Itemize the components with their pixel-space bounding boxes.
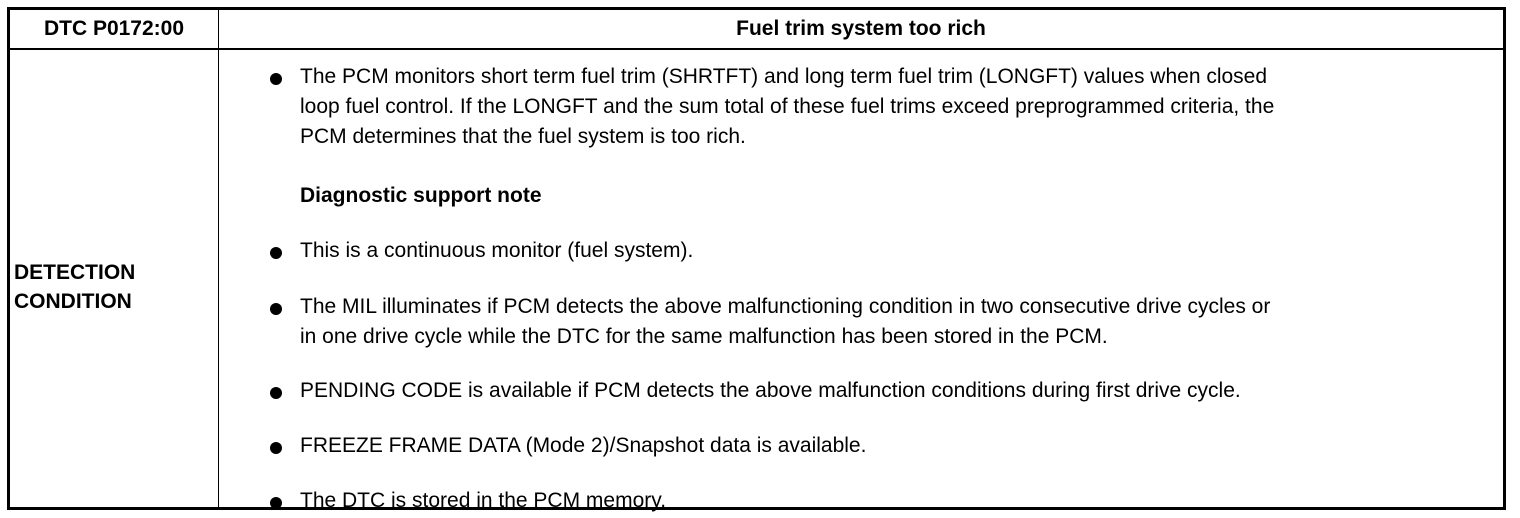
text-line: The PCM monitors short term fuel trim (SHRTFT) and long term fuel trim (LONGFT) values when closed <box>300 65 1268 88</box>
list-item-text <box>300 486 1483 516</box>
list-item <box>219 62 1493 154</box>
bullet-icon <box>270 497 282 509</box>
bullet-icon <box>270 442 282 454</box>
detection-condition-label <box>14 258 214 316</box>
text-line: FREEZE FRAME DATA (Mode 2)/Snapshot data is available. <box>300 434 867 457</box>
bullet-icon <box>270 247 282 259</box>
bullet-icon <box>270 387 282 399</box>
bullet-icon <box>270 303 282 315</box>
diagnostic-support-note-heading: Diagnostic support note <box>300 184 542 207</box>
text-line: The MIL illuminates if PCM detects the above malfunctioning condition in two consecutive drive cycles or <box>300 295 1271 318</box>
label-line-2: CONDITION <box>14 290 132 313</box>
text-line: The DTC is stored in the PCM memory. <box>300 489 667 512</box>
list-item-text <box>300 431 1483 461</box>
list-item-text <box>300 62 1483 152</box>
text-line: PENDING CODE is available if PCM detects the above malfunction conditions during first drive cycle. <box>300 379 1241 402</box>
header-row <box>10 10 1503 50</box>
list-item <box>219 431 1493 461</box>
dtc-title: Fuel trim system too rich <box>736 17 986 40</box>
list-item <box>219 486 1493 516</box>
list-item-text <box>300 236 1483 266</box>
label-line-1: DETECTION <box>14 261 136 284</box>
text-line: PCM determines that the fuel system is too rich. <box>300 125 746 148</box>
list-item-text <box>300 292 1483 352</box>
text-line: loop fuel control. If the LONGFT and the sum total of these fuel trims exceed preprogrammed criteria, the <box>300 95 1275 118</box>
list-item <box>219 376 1493 406</box>
dtc-code: DTC P0172:00 <box>43 17 185 40</box>
detection-condition-content <box>219 50 1503 512</box>
dtc-table <box>7 7 1506 510</box>
bullet-icon <box>270 73 282 85</box>
list-item <box>219 236 1493 266</box>
list-item-text <box>300 376 1483 406</box>
list-item <box>219 292 1493 352</box>
text-line: This is a continuous monitor (fuel system). <box>300 239 694 262</box>
text-line: in one drive cycle while the DTC for the same malfunction has been stored in the PCM. <box>300 325 1108 348</box>
